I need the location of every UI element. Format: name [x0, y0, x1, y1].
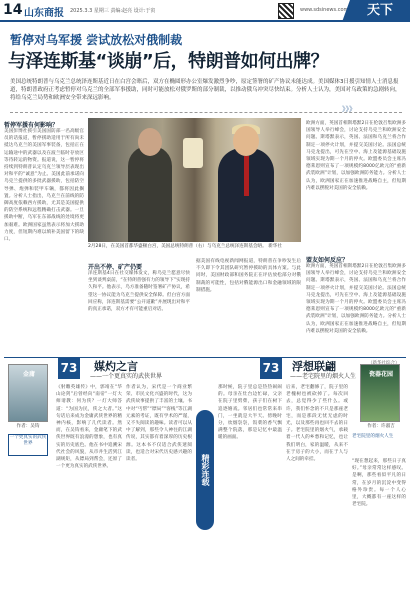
lead-divider	[10, 112, 402, 113]
serial-title-right: 浮想联翩	[292, 360, 336, 373]
article-subhead-2: 开出不停、矿产仍要	[88, 264, 143, 271]
qr-code-icon	[278, 3, 294, 19]
issue-date: 2025.3.3 星期三 责编:赵亮 设计:于寅	[70, 8, 156, 14]
serial-title-left: 媒灼之言	[94, 360, 138, 373]
book-cover-left	[8, 364, 48, 422]
book-cover-right	[360, 364, 400, 422]
serial-number-right: 73	[260, 357, 282, 379]
serial-number-left: 73	[58, 357, 80, 379]
section-tag: 天下	[350, 0, 410, 22]
side-label-right: 老宅院里的烟火人生	[352, 434, 394, 439]
serial-right-column-2: 后来，老宅翻修了，院子里的老槐树也被砍掉了。每次回去，总觉得少了些什么。或许，我们怀念的不只是那座老宅，而是那段无忧无虑的时光，以及那些再也回不去的日子。老宅院里的烟火气，承载着一代人的乡愁和记忆，也让我们明白，家的温暖，从来不在于房子的大小，而在于人与人之间的牵挂。	[286, 385, 348, 463]
article-subhead-3: 盟友如何反应？	[306, 257, 349, 264]
book-title-right: 瓷器花园	[368, 371, 393, 378]
side-label-left: 一个更真实的武侠世界	[8, 434, 48, 456]
main-headline: 与泽连斯基“谈崩”后，特朗普如何出牌？	[8, 51, 329, 72]
lead-paragraph: 美国总统特朗普与乌克兰总统泽连斯基近日在白宫会晤后，双方在椭圆形办公室爆发激烈争吵，原定签署的矿产协议未能达成。美国媒体3日援引知情人士消息报道，特朗普政府正考虑暂停对乌克兰的全部军事援助，同时可能放松对俄罗斯的部分制裁，以推动俄乌冲突尽快结束。分析人士认为，美国对乌政策的急剧转向，将给乌克兰局势和欧洲安全带来深远影响。	[10, 79, 401, 101]
serial-right-column-1: 那时候，院子里总是热热闹闹的。母亲在灶台边忙碌，父亲在院子里劈柴，孩子们在树下追逐嬉戏。邻居们也常常来串门，一坐就是大半天。傍晚时分，炊烟袅袅，饭菜的香气飘满整个院落，那是记忆中最温暖的画面。	[218, 385, 282, 441]
news-photo	[88, 118, 301, 242]
newspaper-name: 山东商报	[24, 8, 64, 19]
website-url[interactable]: www.sdsinews.com	[300, 7, 349, 13]
article-column-5: 欧洲方面，英国首相斯塔默2日在伦敦召集欧洲多国领导人举行峰会，讨论支持乌克兰和欧洲安全问题。斯塔默表示，英国、法国和乌克兰将合作制定一项停火计划，并提交美国讨论。法国总统马克龙提出，可先在空中、海上及能源基础设施领域实现为期一个月的停火。欧盟委员会主席冯德莱恩则宣布了一项规模约8000亿欧元的“重新武装欧洲”计划，以加强欧洲防务能力。分析人士认为，欧洲国家正在加速推进战略自主，但短期内难以摆脱对美国的安全依赖。	[306, 264, 406, 334]
serial-left-column-2: 作者认为，宋代是一个商业繁荣、市民文化兴盛的时代，这为武侠故事提供了丰富的土壤。书中对“丐帮”“镖局”“客栈”等江湖元素的考证，既有学术的严谨，又不失阅读的趣味。读者可以从中了解到，那些令人神往的江湖传说，其实都有着深厚的历史根源。这本书不仅适合武侠迷阅读，也适合对宋代历史感兴趣的读者。	[126, 385, 192, 463]
serial-subtitle-left: ——一个更真实的武侠世界	[90, 373, 163, 380]
headline-kicker: 暂停对乌军援 尝试放松对俄制裁	[10, 33, 183, 47]
article-column-3: 据美国有线电视新闻网报道，特朗普在争吵发生后不久即下令其团队研究暂停援助的具体方案。与此同时，美国财政部和国务院正在评估放松部分对俄制裁的可能性，包括对俄能源出口和金融领域的限制措施。	[196, 259, 301, 293]
seal-text: 精彩连载	[201, 454, 210, 486]
book-author-left: 作者：吴钩	[16, 424, 40, 429]
article-column-4: 欧洲方面，英国首相斯塔默2日在伦敦召集欧洲多国领导人举行峰会，讨论支持乌克兰和欧洲安全问题。斯塔默表示，英国、法国和乌克兰将合作制定一项停火计划，并提交美国讨论。法国总统马克龙提出，可先在空中、海上及能源基础设施领域实现为期一个月的停火。欧盟委员会主席冯德莱恩则宣布了一项规模约8000亿欧元的“重新武装欧洲”计划，以加强欧洲防务能力。分析人士认为，欧洲国家正在加速推进战略自主，但短期内难以摆脱对美国的安全依赖。	[306, 121, 406, 191]
page-number: 14	[3, 2, 23, 18]
article-column-1: 美国彭博社援引美国国防部一名高级官员的话报道，暂停援助适用于所有尚未抵达乌克兰的美国军事装备，包括正在运输途中的武器以及在波兰临时存放区等待转运的物资。报道说，这一暂停将持续到特朗普认定乌克兰领导层表现出对和平的“诚意”为止。美国此前承诺向乌克兰提供的多批武器援助，包括防空导弹、炮弹和装甲车辆，都将因此搁置。分析人士指出，乌克兰在前线的防御高度依赖西方援助，尤其是美国提供的防空系统和远程精确打击武器。一旦援助中断，乌军在东部战线的处境将更加艰难。欧洲国家虽然表示将加大援助力度，但短期内难以填补美国留下的缺口。	[4, 129, 84, 243]
article-subhead-1: 暂停军援有何影响？	[4, 122, 59, 129]
serial-left-column-1: 《射雕英雄传》中，郭靖在“华山论剑”后曾经向“南帝”一灯大师请教：何为侠？一灯大师答道：“为国为民，侠之大者。”这句话后来成为金庸武侠世界的精神内核，影响了几代读者。然而，在吴钩看来，金庸笔下的武侠世界既有浪漫的想象，也有真实的历史底色。他在书中追溯宋代社会的风貌，从市井生活到江湖规矩，从镖局到帮会，还原了一个更为真实的武侠世界。	[56, 385, 122, 470]
serial-seal	[196, 410, 214, 530]
continue-arrows: 》》》	[342, 105, 356, 113]
article-column-2: 泽连斯基4日在社交媒体发文，称乌克兰愿意尽快坐到谈判桌前，“在特朗普强有力的领导下”实现持久和平。他表示，乌方准备随时签署矿产协议，希望这一协议能为乌克兰提供安全保障。但白宫方面回应称，泽连斯基需要“公开道歉”并展现出对和平的真正承诺，双方才有可能重启对话。	[88, 271, 190, 313]
book-author-right: 作者：许淑吉	[367, 424, 395, 429]
page-header	[0, 0, 410, 22]
serial-subtitle-right: ——老宅院里的烟火人生	[290, 373, 357, 380]
serial-right-column-3: “现在想起来，那些日子真好。”母亲常常这样感叹。是啊，那些看似平凡的日常，在岁月的沉淀中变得格外珍贵。每一个人心里，大概都有一座这样的老宅院。	[352, 459, 406, 508]
book-title-left: 金庸	[22, 371, 35, 378]
photo-caption: 2月28日，在美国首都华盛顿白宫，美国总统特朗普（右）与乌克兰总统泽连斯基会晤。 新华社	[88, 244, 282, 249]
